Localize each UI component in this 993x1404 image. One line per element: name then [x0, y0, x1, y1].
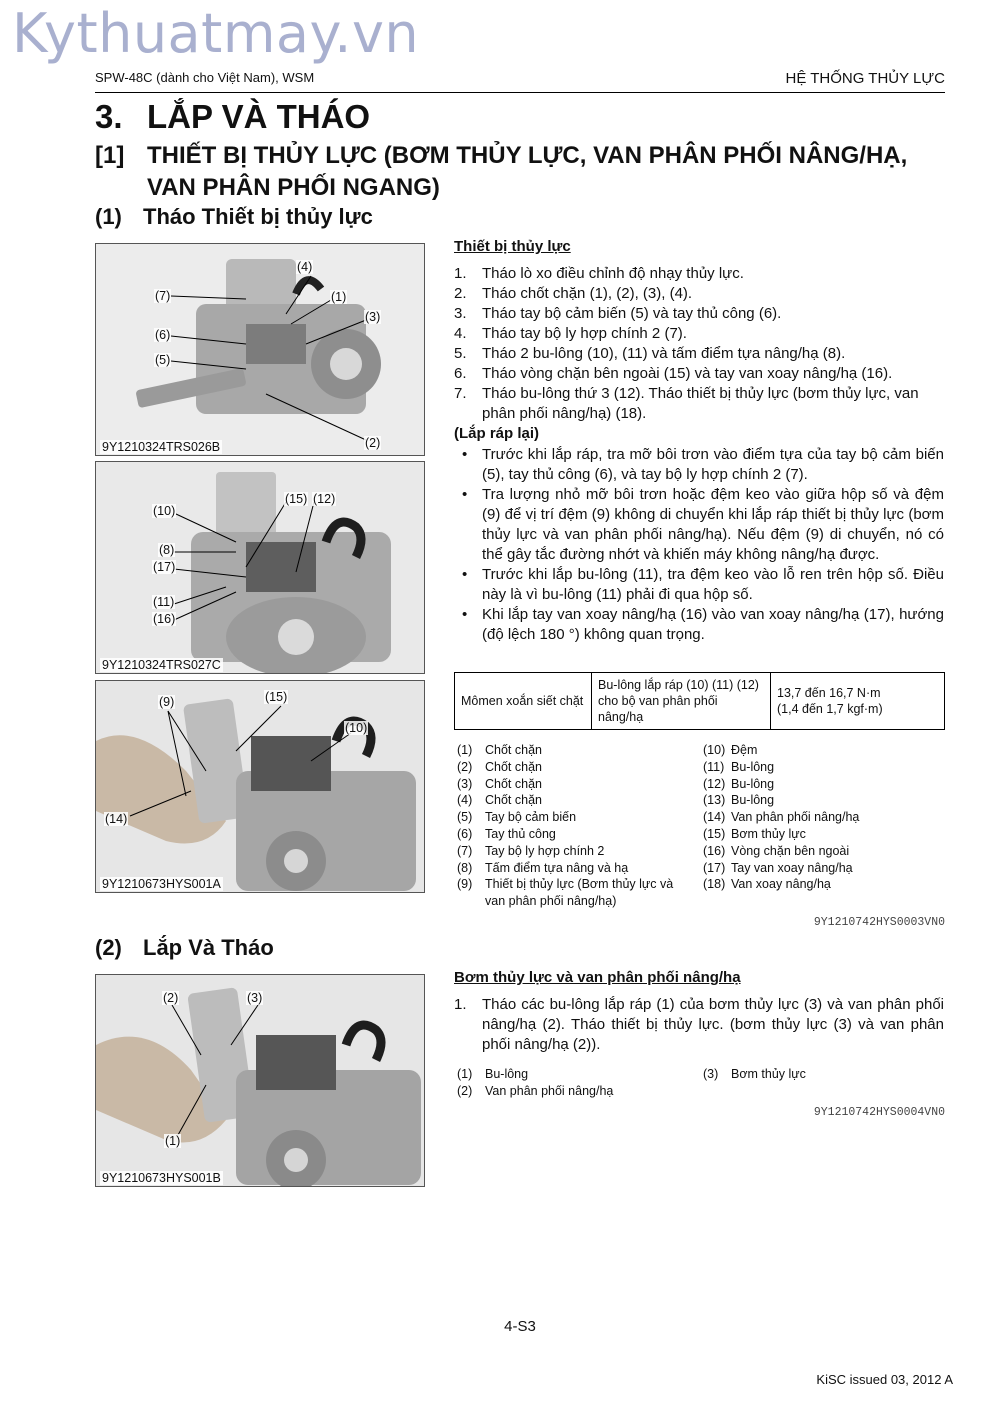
- legend-number: (10): [703, 743, 726, 757]
- photo-1-callout: (3): [365, 310, 381, 324]
- subsection-heading: THIẾT BỊ THỦY LỰC (BƠM THỦY LỰC, VAN PHÂN PHỐI NÂNG/HẠ, VAN PHÂN PHỐI NGANG): [147, 142, 908, 201]
- part2-number: (2): [95, 935, 122, 960]
- legend-number: (1): [457, 1067, 473, 1081]
- legend-text: Van xoay nâng/hạ: [731, 877, 831, 892]
- bullet-icon: •: [462, 446, 468, 463]
- step-item: [454, 324, 944, 344]
- photo-2-callout: (10): [153, 504, 176, 518]
- photo-3-callout: (14): [105, 812, 128, 826]
- legend-text: Chốt chặn: [485, 776, 542, 791]
- part2-subheading: Bơm thủy lực và van phân phối nâng/hạ: [454, 969, 741, 986]
- legend-item: [457, 792, 693, 809]
- photo-4-caption: 9Y1210673HYS001B: [102, 1171, 221, 1185]
- photo-3-callout: (10): [345, 721, 368, 735]
- note-item: [454, 565, 944, 605]
- step-number: 2.: [454, 285, 467, 302]
- photo-2-callout: (8): [159, 543, 175, 557]
- legend-number: (2): [457, 1083, 473, 1098]
- step-number: 5.: [454, 345, 467, 362]
- legend-text: Vòng chặn bên ngoài: [731, 843, 850, 858]
- step-text: Tháo vòng chặn bên ngoài (15) và tay van xoay nâng/hạ (16).: [482, 365, 893, 382]
- step-text: Tháo chốt chặn (1), (2), (3), (4).: [482, 285, 693, 302]
- note-item: [454, 445, 944, 485]
- legend-number: (12): [703, 776, 726, 791]
- photo-3: [95, 680, 425, 893]
- part1-subheading: Thiết bị thủy lực: [454, 238, 571, 255]
- photo-1-callout: (2): [365, 436, 381, 450]
- legend-item: [457, 826, 693, 843]
- step-number: 1.: [454, 265, 467, 282]
- legend-item: [457, 843, 693, 860]
- photo-3-callout: (9): [159, 695, 175, 709]
- torque-table: [454, 672, 945, 730]
- photo-4: [95, 974, 425, 1187]
- legend-left: [457, 742, 693, 910]
- step-text: Tháo tay bộ cảm biến (5) và tay thủ công (6).: [482, 305, 782, 322]
- legend-number: (6): [457, 826, 473, 841]
- legend-item: [457, 1083, 693, 1100]
- photo-2-callout: (15): [285, 492, 308, 506]
- legend-right: [703, 742, 945, 893]
- legend-text: Thiết bị thủy lực (Bơm thủy lực và van phân phối nâng/hạ): [485, 877, 674, 909]
- step-item: [454, 264, 944, 284]
- legend-text: Bu-lông: [731, 776, 775, 791]
- photo-1-caption: 9Y1210324TRS026B: [102, 440, 221, 454]
- part1-heading: Tháo Thiết bị thủy lực: [143, 204, 373, 229]
- step-text: Tháo bu-lông thứ 3 (12). Tháo thiết bị thủy lực (bơm thủy lực, van phân phối nâng/hạ) (18).: [482, 385, 919, 422]
- legend-number: (9): [457, 877, 473, 892]
- legend-text: Tay bộ ly hợp chính 2: [485, 843, 605, 858]
- section-number: 3.: [95, 98, 123, 135]
- photo-4-callout: (2): [163, 991, 179, 1005]
- step-item: [454, 384, 944, 424]
- photo-2-caption: 9Y1210324TRS027C: [102, 658, 221, 672]
- legend-item: [703, 1066, 945, 1083]
- reassembly-notes: [454, 445, 944, 645]
- legend-number: (17): [703, 860, 726, 875]
- step-number: 7.: [454, 385, 467, 402]
- legend-item: [703, 876, 945, 893]
- page-number: 4-S3: [504, 1318, 536, 1335]
- photo-4-image: [96, 975, 424, 1186]
- part2-steps: [454, 995, 944, 1055]
- legend-item: [703, 826, 945, 843]
- photo-4-callout: (3): [247, 991, 263, 1005]
- photo-3-callout: (15): [265, 690, 288, 704]
- step-number: 3.: [454, 305, 467, 322]
- watermark: Kythuatmay.vn: [12, 2, 420, 65]
- torque-value: [771, 673, 945, 730]
- subsection-number: [1]: [95, 142, 125, 169]
- section-heading: LẮP VÀ THÁO: [147, 98, 371, 135]
- legend-item: [703, 776, 945, 793]
- photo-1-callout: (6): [155, 328, 171, 342]
- torque-value-nm: 13,7 đến 16,7 N·m: [777, 686, 881, 700]
- legend-text: Van phân phối nâng/hạ: [731, 810, 860, 825]
- step-item: [454, 344, 944, 364]
- step-number: 6.: [454, 365, 467, 382]
- step-item: [454, 304, 944, 324]
- legend-number: (11): [703, 759, 725, 774]
- photo-2: [95, 461, 425, 674]
- legend-item: [457, 876, 693, 910]
- photo-2-callout: (17): [153, 560, 176, 574]
- note-item: [454, 605, 944, 645]
- section-title: [95, 98, 370, 136]
- photo-3-image: [96, 681, 424, 892]
- header-chapter: HỆ THỐNG THỦY LỰC: [785, 70, 945, 87]
- note-text: Tra lượng nhỏ mỡ bôi trơn hoặc đệm keo vào giữa hộp số và đệm (9) để vị trí đệm (9) không di chuyển khi lắp ráp thiết bị thủy lực (bơm thủy lực và van phân phối nâng/hạ). Nếu đệm (9) di chuyển, nó có thể gây tắc đường nhớt và khiến máy không nâng/hạ được.: [482, 486, 944, 563]
- photo-2-callout: (11): [153, 595, 175, 609]
- legend-number: (13): [703, 793, 726, 808]
- legend-text: Tấm điểm tựa nâng và hạ: [485, 860, 629, 875]
- photo-1: [95, 243, 425, 456]
- step-item: [454, 284, 944, 304]
- legend-item: [457, 759, 693, 776]
- legend-number: (5): [457, 810, 473, 825]
- legend-number: (14): [703, 810, 726, 825]
- legend-number: (8): [457, 860, 473, 875]
- photo-2-callout: (16): [153, 612, 176, 626]
- legend-text: Tay bộ cảm biến: [485, 810, 577, 825]
- legend-left-2: [457, 1066, 693, 1100]
- note-item: [454, 485, 944, 565]
- legend-number: (15): [703, 826, 726, 841]
- legend-item: [703, 809, 945, 826]
- step-text: Tháo lò xo điều chỉnh độ nhạy thủy lực.: [482, 265, 744, 282]
- legend-text: Bơm thủy lực: [731, 1067, 806, 1081]
- legend-number: (4): [457, 793, 473, 808]
- note-text: Trước khi lắp ráp, tra mỡ bôi trơn vào điểm tựa của tay bộ cảm biến (5), tay thủ công (6), và tay bộ ly hợp chính 2 (7).: [482, 446, 944, 483]
- legend-item: [457, 809, 693, 826]
- legend-text: Bu-lông: [485, 1067, 529, 1081]
- bullet-icon: •: [462, 486, 468, 503]
- legend-item: [457, 742, 693, 759]
- legend-right-2: [703, 1066, 945, 1083]
- torque-label: Mômen xoắn siết chặt: [455, 673, 592, 730]
- legend-text: Bơm thủy lực: [731, 826, 806, 841]
- photo-1-callout: (7): [155, 289, 171, 303]
- part2-title: [95, 935, 274, 961]
- legend-item: [703, 843, 945, 860]
- step-number: 4.: [454, 325, 467, 342]
- part2-heading: Lắp Và Tháo: [143, 935, 274, 960]
- part1-number: (1): [95, 204, 122, 229]
- legend-text: Tay thủ công: [485, 826, 556, 841]
- part1-steps: [454, 264, 944, 424]
- torque-value-kgf: (1,4 đến 1,7 kgf·m): [777, 702, 883, 716]
- photo-1-callout: (1): [331, 290, 347, 304]
- note-text: Trước khi lắp bu-lông (11), tra đệm keo vào lỗ ren trên hộp số. Điều này là vì bu-lông (11) phải đi qua hộp số.: [482, 566, 944, 603]
- photo-1-image: [96, 244, 424, 455]
- legend-number: (7): [457, 843, 473, 858]
- step-text: Tháo các bu-lông lắp ráp (1) của bơm thủy lực (3) và van phân phối nâng/hạ (2). Tháo thiết bị thủy lực. (bơm thủy lực (3) và van phân phối nâng/hạ (2)).: [482, 996, 944, 1053]
- reference-code-1: 9Y1210742HYS0003VN0: [813, 916, 945, 929]
- legend-text: Đệm: [731, 743, 758, 757]
- header-rule: [95, 92, 945, 93]
- legend-item: [457, 860, 693, 877]
- torque-item: Bu-lông lắp ráp (10) (11) (12) cho bộ van phân phối nâng/hạ: [592, 673, 771, 730]
- legend-number: (3): [457, 776, 473, 791]
- bullet-icon: •: [462, 606, 468, 623]
- legend-item: [703, 742, 945, 759]
- legend-text: Van phân phối nâng/hạ: [485, 1083, 614, 1098]
- legend-number: (16): [703, 843, 726, 858]
- photo-2-image: [96, 462, 424, 673]
- step-number: 1.: [454, 996, 467, 1013]
- header-model: SPW-48C (dành cho Việt Nam), WSM: [95, 70, 315, 85]
- photo-2-callout: (12): [313, 492, 336, 506]
- legend-number: (1): [457, 743, 473, 757]
- subsection-title: [95, 140, 945, 204]
- legend-item: [457, 776, 693, 793]
- legend-number: (3): [703, 1067, 719, 1081]
- part1-title: [95, 204, 373, 230]
- photo-1-callout: (4): [297, 260, 313, 274]
- photo-4-callout: (1): [165, 1134, 181, 1148]
- reference-code-2: 9Y1210742HYS0004VN0: [813, 1106, 945, 1119]
- legend-text: Chốt chặn: [485, 793, 542, 808]
- legend-item: [703, 860, 945, 877]
- legend-item: [457, 1066, 693, 1083]
- photo-1-callout: (5): [155, 353, 171, 367]
- legend-text: Chốt chặn: [485, 743, 542, 757]
- step-item: [454, 995, 944, 1055]
- legend-number: (18): [703, 877, 726, 892]
- footer-issue: KiSC issued 03, 2012 A: [816, 1372, 953, 1387]
- step-text: Tháo 2 bu-lông (10), (11) và tấm điểm tựa nâng/hạ (8).: [482, 345, 846, 362]
- legend-number: (2): [457, 759, 473, 774]
- legend-text: Bu-lông: [731, 793, 775, 808]
- photo-3-caption: 9Y1210673HYS001A: [102, 877, 221, 891]
- legend-text: Chốt chặn: [485, 759, 542, 774]
- step-text: Tháo tay bộ ly hợp chính 2 (7).: [482, 325, 687, 342]
- step-item: [454, 364, 944, 384]
- note-text: Khi lắp tay van xoay nâng/hạ (16) vào van xoay nâng/hạ (17), hướng (độ lệch 180 °) không quan trọng.: [482, 606, 944, 643]
- legend-item: [703, 792, 945, 809]
- legend-text: Tay van xoay nâng/hạ: [731, 860, 853, 875]
- legend-item: [703, 759, 945, 776]
- bullet-icon: •: [462, 566, 468, 583]
- reassembly-heading: (Lắp ráp lại): [454, 425, 540, 442]
- legend-text: Bu-lông: [731, 759, 775, 774]
